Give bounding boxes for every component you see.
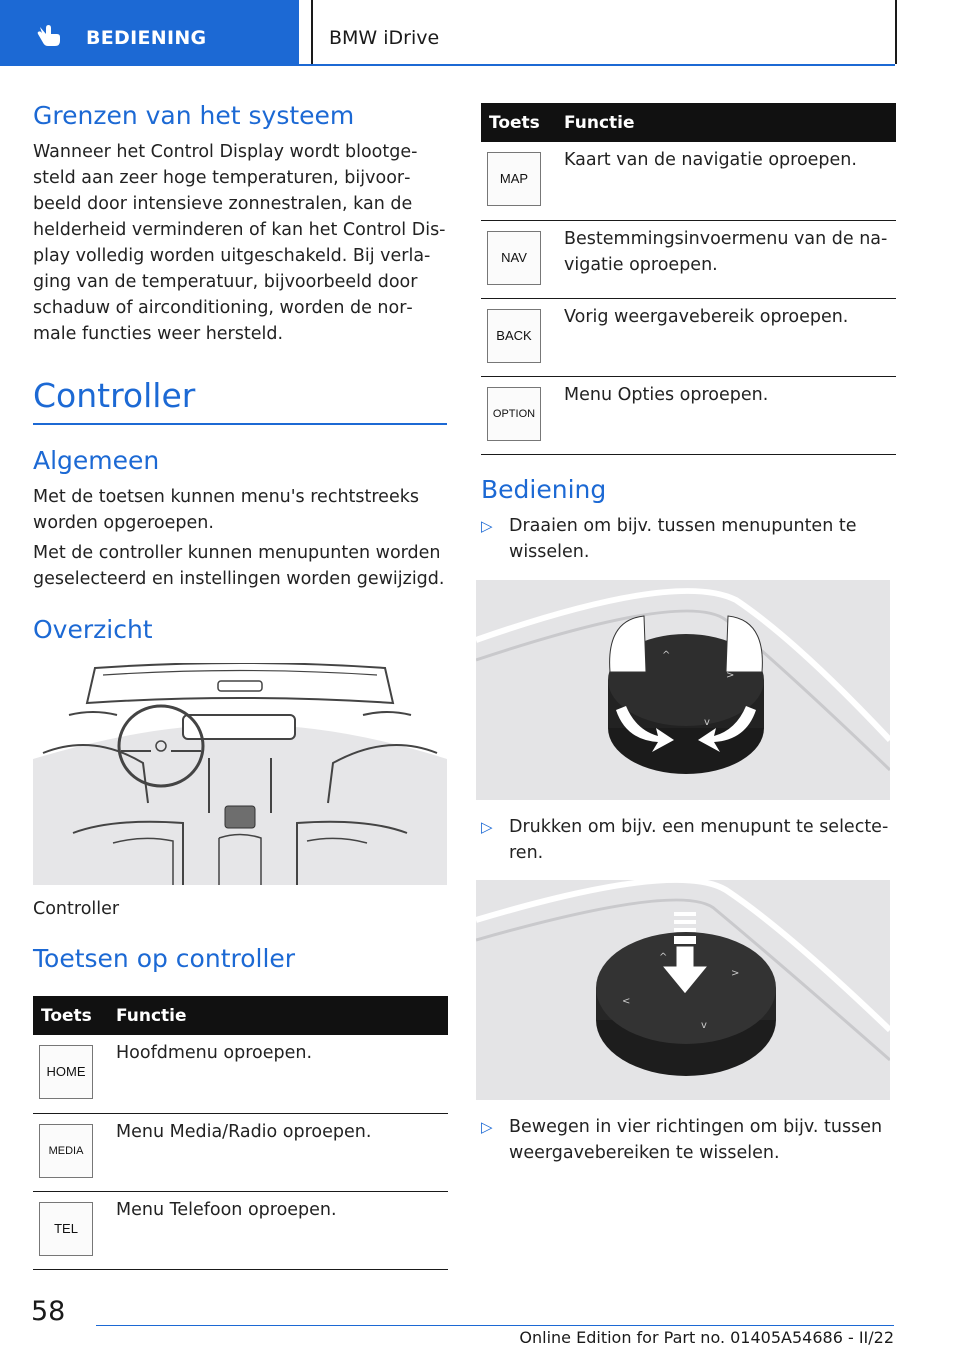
svg-text:>: > [731, 968, 740, 979]
keys-table-left [33, 996, 448, 1270]
back-key-icon: BACK [487, 309, 541, 363]
table-row [33, 1113, 448, 1191]
bullet-triangle-icon: ▷ [481, 818, 493, 836]
operation-heading: Bediening [481, 475, 607, 504]
col-function-header: Functie [564, 103, 896, 142]
bullet-triangle-icon: ▷ [481, 517, 493, 535]
table-row [33, 1191, 448, 1269]
function-cell: Menu Media/Radio oproepen. [116, 1113, 448, 1191]
table-row [481, 376, 896, 454]
section-tab [0, 0, 299, 65]
keys-table-right [481, 103, 896, 455]
bullet-triangle-icon: ▷ [481, 1118, 493, 1136]
function-cell [564, 220, 896, 298]
home-key-icon: HOME [39, 1045, 93, 1099]
option-key-icon: OPTION [487, 387, 541, 441]
table-row [481, 298, 896, 376]
col-key-header: Toets [33, 996, 116, 1035]
hand-pointer-icon [36, 24, 62, 48]
general-paragraph-2 [33, 540, 453, 592]
text-line: steld aan zeer hoge temperaturen, bijvoor‐ [33, 168, 411, 188]
bullet-item [481, 1114, 901, 1168]
tel-key-icon: TEL [39, 1202, 93, 1256]
map-key-icon: MAP [487, 152, 541, 206]
table-row [33, 1035, 448, 1113]
table-header-row [481, 103, 896, 142]
text-line: Menu Opties oproepen. [564, 384, 769, 405]
overview-heading: Overzicht [33, 615, 153, 644]
text-line: beeld door intensieve zonnestralen, kan de [33, 194, 413, 214]
text-line: Met de toetsen kunnen menu's rechtstreeks [33, 487, 419, 507]
function-cell [564, 142, 896, 220]
section-label: BEDIENING [86, 27, 207, 49]
press-illustration [476, 880, 890, 1100]
general-paragraph-1 [33, 484, 453, 536]
media-key-icon: MEDIA [39, 1124, 93, 1178]
text-line: geselecteerd en instellingen worden gewijzigd. [33, 569, 445, 589]
keys-heading: Toetsen op controller [33, 944, 296, 973]
page-number: 58 [31, 1296, 66, 1327]
text-line: male functies weer hersteld. [33, 324, 284, 344]
chapter-box [311, 0, 897, 64]
function-cell [564, 376, 896, 454]
table-header-row [33, 996, 448, 1035]
limits-paragraph [33, 139, 453, 347]
figure-caption: Controller [33, 899, 120, 919]
svg-text:^: ^ [659, 952, 668, 963]
text-line: Bewegen in vier richtingen om bijv. tussen [509, 1117, 883, 1137]
text-line: schaduw of airconditioning, worden de nor‐ [33, 298, 413, 318]
rotate-drawing [476, 580, 890, 800]
text-line: Met de controller kunnen menupunten worden [33, 543, 441, 563]
text-line: Wanneer het Control Display wordt blootge‐ [33, 142, 418, 162]
text-line: helderheid verminderen of kan het Control Dis‐ [33, 220, 446, 240]
text-line: wisselen. [509, 542, 590, 562]
text-line: Drukken om bijv. een menupunt te selecte‐ [509, 817, 889, 837]
cockpit-drawing [33, 663, 447, 885]
col-function-header: Functie [116, 996, 448, 1035]
text-line: ging van de temperatuur, bijvoorbeeld door [33, 272, 418, 292]
text-line: play volledig worden uitgeschakeld. Bij verla‐ [33, 246, 431, 266]
text-line: Draaien om bijv. tussen menupunten te [509, 516, 857, 536]
text-line: Vorig weergavebereik oproepen. [564, 306, 849, 327]
controller-heading: Controller [33, 376, 196, 415]
press-drawing [476, 880, 890, 1100]
nav-key-icon: NAV [487, 231, 541, 285]
text-line: worden opgeroepen. [33, 513, 214, 533]
function-cell: Menu Telefoon oproepen. [116, 1191, 448, 1269]
text-line: ren. [509, 843, 544, 863]
general-heading: Algemeen [33, 446, 160, 475]
table-row [481, 142, 896, 220]
svg-text:>: > [726, 670, 735, 681]
svg-text:v: v [704, 717, 710, 728]
edition-text: Online Edition for Part no. 01405A54686 - II/22 [519, 1328, 894, 1347]
table-row [481, 220, 896, 298]
text-line: Kaart van de navigatie oproepen. [564, 150, 857, 170]
chapter-title: BMW iDrive [329, 27, 440, 49]
col-key-header: Toets [481, 103, 564, 142]
svg-text:^: ^ [662, 650, 671, 661]
text-line: weergavebereiken te wisselen. [509, 1143, 780, 1163]
svg-text:<: < [622, 996, 631, 1007]
bullet-item [481, 814, 901, 868]
function-cell [564, 298, 896, 376]
rotate-illustration [476, 580, 890, 800]
header-divider [0, 64, 895, 66]
limits-heading: Grenzen van het systeem [33, 101, 355, 130]
footer-rule [96, 1325, 894, 1326]
heading-rule [33, 423, 447, 425]
function-cell: Hoofdmenu oproepen. [116, 1035, 448, 1113]
svg-text:v: v [701, 1020, 707, 1031]
cockpit-illustration [33, 663, 447, 885]
text-line: vigatie oproepen. [564, 254, 718, 275]
bullet-item [481, 513, 901, 567]
text-line: Bestemmingsinvoermenu van de na‐ [564, 228, 888, 249]
